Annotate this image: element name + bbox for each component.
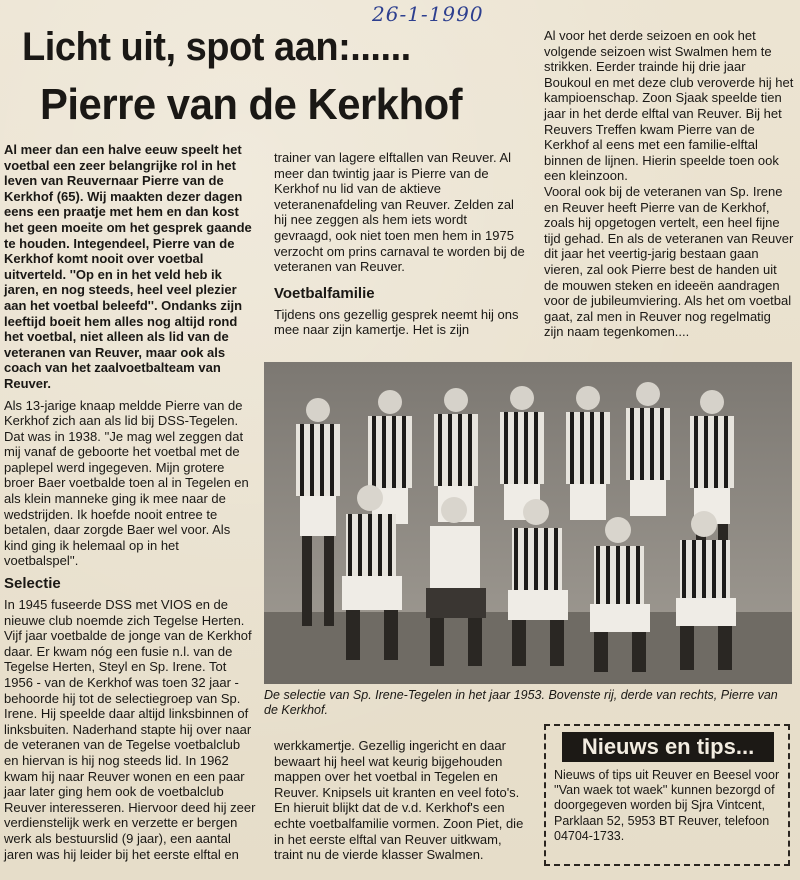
headline-line-2: Pierre van de Kerkhof bbox=[40, 80, 463, 129]
column-1 bbox=[4, 142, 256, 868]
news-tips-box bbox=[544, 724, 790, 866]
subheading-voetbalfamilie: Voetbalfamilie bbox=[274, 284, 375, 302]
subheading-selectie: Selectie bbox=[4, 575, 61, 593]
intro-paragraph: Al meer dan een halve eeuw speelt het voetbal een zeer belangrijke rol in het leven van Reuvernaar Pierre van de Kerkhof (65). Wij maakten dezer dagen eens een praatje met hem en dan kost het geen moeite om het gesprek gaande te houden. Integendeel, Pierre van de Kerkhof komt nooit over voetbal uitverteld. ''Op en in het veld heb ik jaren, en nog steeds, heel veel plezier aan het voetbal beleefd''. Ondanks zijn leeftijd boeit hem alles nog altijd rond het voetbal, niet alleen als lid van de veteranen van Reuver, maar ook als coach van het zaalvoetbalteam van Reuver. bbox=[4, 142, 252, 391]
paragraph: Als 13-jarige knaap meldde Pierre van de Kerkhof zich aan als lid bij DSS-Tegelen. Dat was in 1938. ''Je mag wel zeggen dat mij vanaf de geboorte het voetbal met de paplepel werd ingegeven. Mijn grotere broer Baer voetbalde toen al in Tegelen en als klein manneke ging ik mee naar de wedstrijden. Ik hoefde nooit entree te betalen, daar zorgde Baer wel voor. Als kind ging ik helemaal op in het voetbalspel''. bbox=[4, 397, 249, 569]
handwritten-date: 26-1-1990 bbox=[372, 2, 484, 26]
photo-caption: De selectie van Sp. Irene-Tegelen in het jaar 1953. Bovenste rij, derde van rechts, Pierre van de Kerkhof. bbox=[264, 688, 778, 717]
column-3-upper bbox=[544, 28, 794, 346]
news-tips-heading: Nieuws en tips... bbox=[562, 732, 774, 762]
paragraph: werkkamertje. Gezellig ingericht en daar bewaart hij heel wat keurig bijgehouden mappen over het voetbal in Tegelen en Reuver. Knipsels uit kranten en veel foto's. En hieruit blijkt dat de v.d. Kerkhof's een echte voetbalfamilie vormen. Zoon Piet, die in het eerste elftal van Reuver uitkwam, traint nu de vierde klasser Swalmen. bbox=[274, 738, 524, 863]
paragraph: Tijdens ons gezellig gesprek neemt hij ons mee naar zijn kamertje. Het is zijn bbox=[274, 306, 519, 338]
news-tips-body: Nieuws of tips uit Reuver en Beesel voor ''Van waek tot waek'' kunnen bezorgd of doorgegeven worden bij Sjra Vintcent, Parklaan 52, 5953 BT Reuver, telefoon 04704-1733. bbox=[554, 768, 780, 843]
paragraph: trainer van lagere elftallen van Reuver. Al meer dan twintig jaar is Pierre van de Kerkhof nu lid van de aktieve veteranenafdeling van Reuver. Zelden zal hij nee zeggen als hem iets wordt gevraagd, ook niet toen men hem in 1975 verzocht om prins carnaval te worden bij de veteranen van Reuver. bbox=[274, 150, 525, 275]
paragraph: Al voor het derde seizoen en ook het volgende seizoen wist Swalmen hem te strikken. Eerder trainde hij drie jaar Boukoul en met deze club veroverde hij het kampioenschap. Zoon Sjaak speelde tien jaar in het derde elftal van Reuver. Bij het Reuvers Treffen kwam Pierre van de Kerkhof al eens met een familie-elftal binnen de lijnen. Hierin speelde toen ook een kleinzoon. bbox=[544, 28, 794, 184]
paragraph: In 1945 fuseerde DSS met VIOS en de nieuwe club noemde zich Tegelse Herten. Vijf jaar voetbalde de jonge van de Kerkhof daar. Er kwam nóg een fusie n.l. van de Tegelse Herten, Steyl en Sp. Irene. Tot 1956 - van de Kerkhof was toen 32 jaar - behoorde hij tot de selectiegroep van Sp. Irene. Hij speelde daar altijd linksbinnen of linksbuiten. Naderhand stapte hij over naar de veteranen van de Tegelse voetbalclub en hiervan is hij nog steeds lid. In 1962 kwam hij naar Reuver wonen en een paar jaar later ging hem ook de voetbalclub Reuver interesseren. Hiervoor deed hij zeer verdienstelijk werk en verzette er bergen werk als bestuurslid (9 jaar), een aantal jaren was hij leider bij het eerste elftal en bbox=[4, 597, 256, 862]
team-photo-image bbox=[264, 362, 792, 684]
column-2-lower bbox=[274, 738, 530, 869]
team-photo bbox=[264, 362, 792, 684]
headline-line-1: Licht uit, spot aan:...... bbox=[22, 25, 411, 69]
paragraph: Vooral ook bij de veteranen van Sp. Irene en Reuver heeft Pierre van de Kerkhof, zoals hij opgetogen vertelt, een heel fijne tijd gehad. En als de veteranen van Reuver dit jaar het veertig-jarig bestaan gaan vieren, zal ook Pierre best de handen uit de mouwen steken en ideeën aandragen voor de jubileumviering. Als het om voetbal gaat, zal men in Reuver nog regelmatig zijn naam tegenkomen.... bbox=[544, 183, 794, 340]
column-2-upper bbox=[274, 150, 528, 344]
